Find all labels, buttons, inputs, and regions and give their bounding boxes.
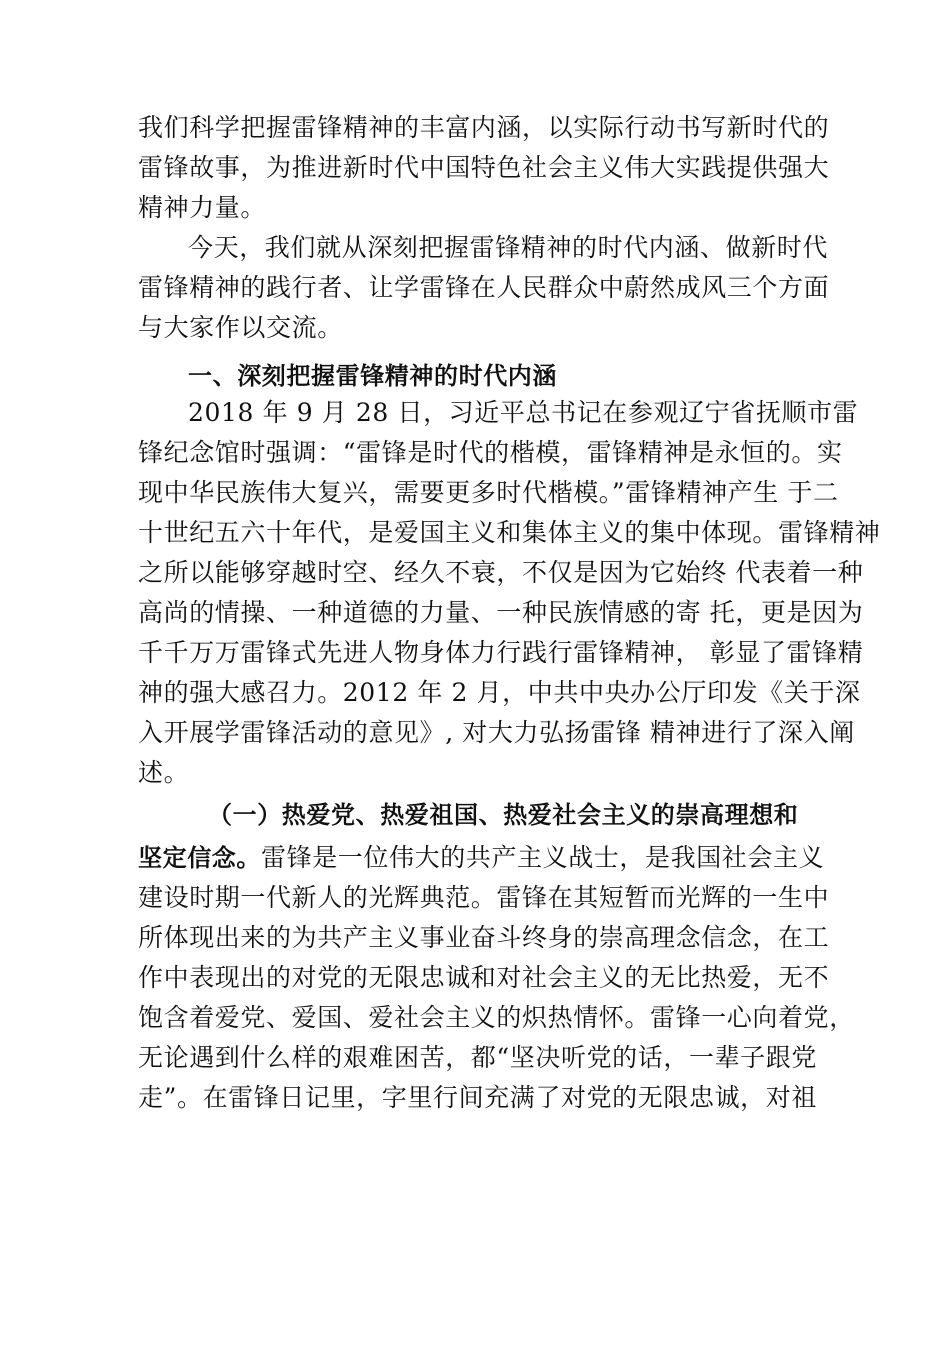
para2-line-1: 今天，我们就从深刻把握雷锋精神的时代内涵、做新时代 xyxy=(188,233,829,262)
para4-line-3: 所体现出来的为共产主义事业奋斗终身的崇高理念信念，在工 xyxy=(138,923,830,952)
para3-line-7: 千千万万雷锋式先进人物身体力行践行雷锋精神， 彰显了雷锋精 xyxy=(138,638,864,667)
para3-line-10: 述。 xyxy=(138,758,190,787)
para3-line-3: 现中华民族伟大复兴，需要更多时代楷模。”雷锋精神产生 于二 xyxy=(138,478,839,507)
para3-line-5: 之所以能够穿越时空、经久不衰，不仅是因为它始终 代表着一种 xyxy=(138,558,864,587)
para4-line-6: 无论遇到什么样的艰难困苦，都“坚决听党的话，一辈子跟党 xyxy=(138,1043,817,1072)
section-heading: 一、深刻把握雷锋精神的时代内涵 xyxy=(188,362,557,390)
para2-line-3: 与大家作以交流。 xyxy=(138,313,343,342)
para1-line-2: 雷锋故事，为推进新时代中国特色社会主义伟大实践提供强大 xyxy=(138,153,830,182)
para4-line-4: 作中表现出的对党的无限忠诚和对社会主义的无比热爱，无不 xyxy=(138,963,830,992)
subsection-heading: （一）热爱党、热爱祖国、热爱社会主义的崇高理想和 xyxy=(208,801,799,829)
para4-line-1 xyxy=(138,843,824,873)
subsection-heading-continued: 坚定信念。 xyxy=(138,844,261,872)
para1-line-1: 我们科学把握雷锋精神的丰富内涵，以实际行动书写新时代的 xyxy=(138,113,830,142)
para4-lead-text: 雷锋是一位伟大的共产主义战士，是我国社会主义 xyxy=(261,843,825,872)
para3-line-4: 十世纪五六十年代，是爱国主义和集体主义的集中体现。雷锋精神 xyxy=(138,518,881,547)
para2-line-2: 雷锋精神的践行者、让学雷锋在人民群众中蔚然成风三个方面 xyxy=(138,273,830,302)
para4-line-5: 饱含着爱党、爱国、爱社会主义的炽热情怀。雷锋一心向着党， xyxy=(138,1003,855,1032)
para4-line-2: 建设时期一代新人的光辉典范。雷锋在其短暂而光辉的一生中 xyxy=(138,883,830,912)
para3-line-6: 高尚的情操、一种道德的力量、一种民族情感的寄 托，更是因为 xyxy=(138,598,864,627)
para3-line-2: 锋纪念馆时强调：“雷锋是时代的楷模，雷锋精神是永恒的。实 xyxy=(138,438,843,467)
para3-line-1: 2018 年 9 月 28 日，习近平总书记在参观辽宁省抚顺市雷 xyxy=(188,398,859,427)
para3-line-8: 神的强大感召力。2012 年 2 月，中共中央办公厅印发《关于深 xyxy=(138,678,861,707)
para1-line-3: 精神力量。 xyxy=(138,193,267,222)
para4-line-7: 走”。在雷锋日记里，字里行间充满了对党的无限忠诚，对祖 xyxy=(138,1083,817,1112)
para3-line-9: 入开展学雷锋活动的意见》, 对大力弘扬雷锋 精神进行了深入阐 xyxy=(138,718,855,747)
